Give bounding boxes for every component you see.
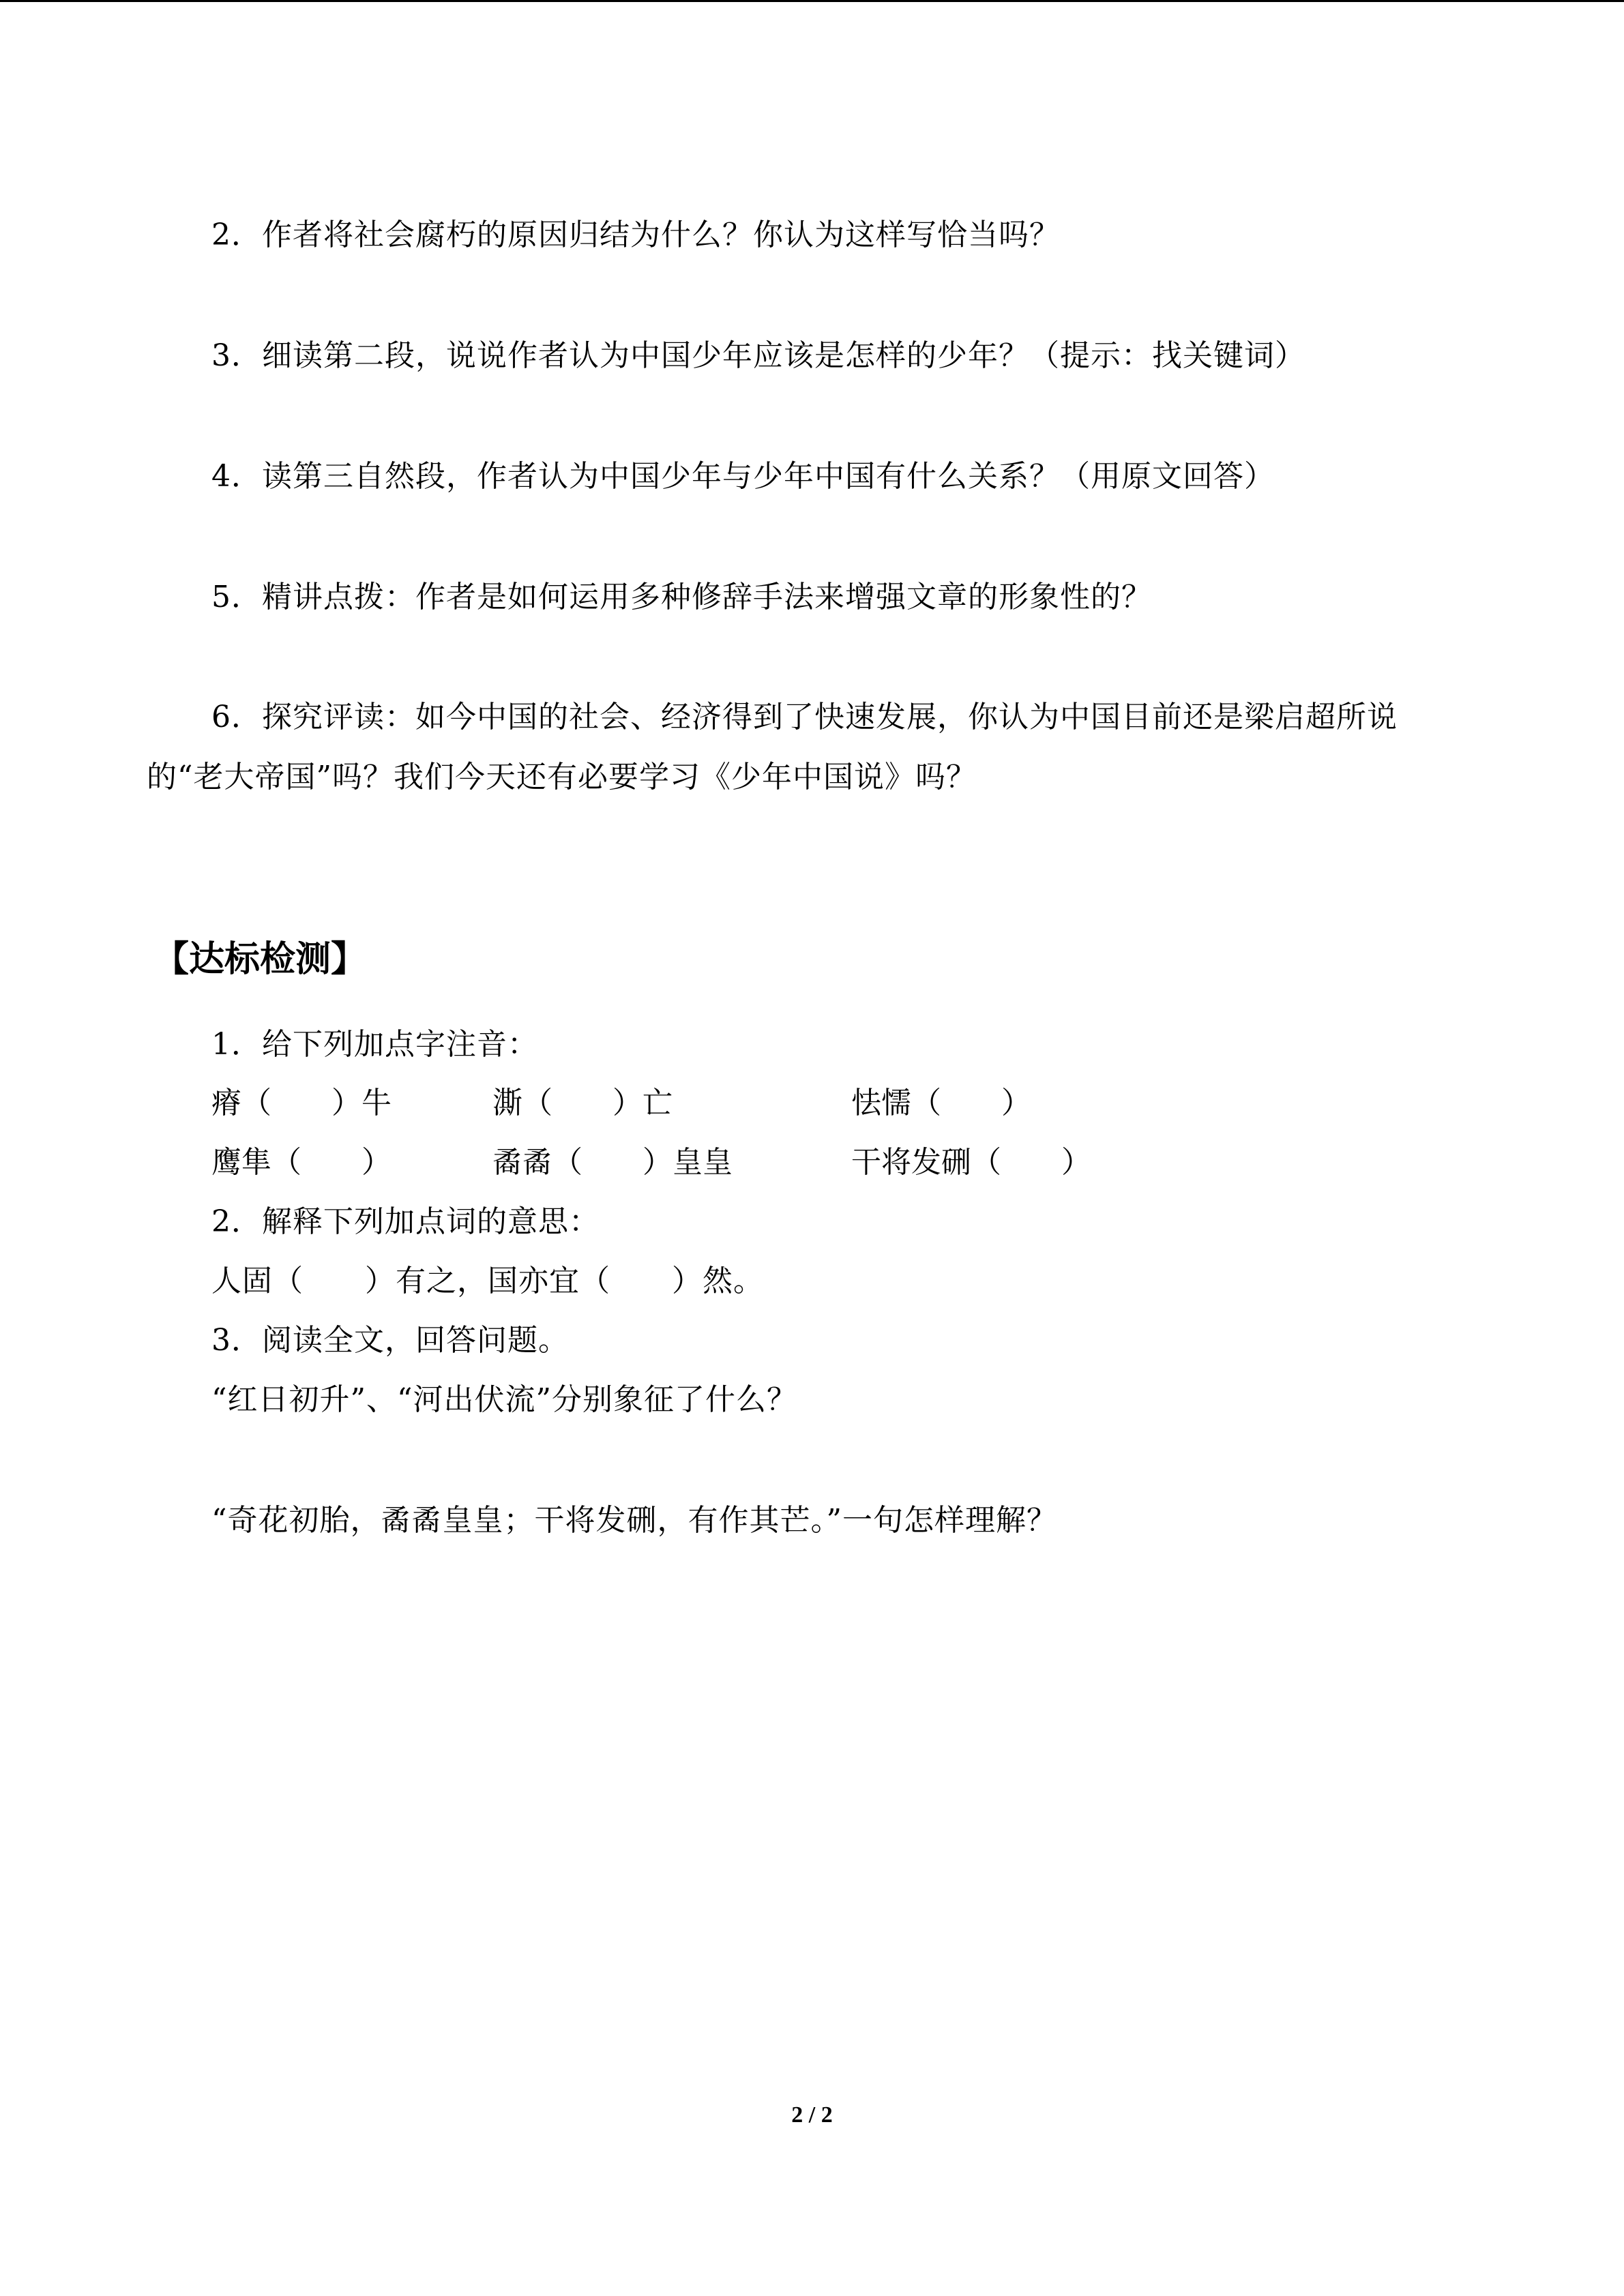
pinyin-cell: 怯懦（ ）	[851, 1086, 1031, 1120]
question-4: 4．读第三自然段，作者认为中国少年与少年中国有什么关系？（用原文回答）	[211, 459, 1275, 494]
pinyin-cell: 澌（ ）亡	[492, 1086, 673, 1120]
section-title: 【达标检测】	[153, 939, 367, 980]
test-item-3-heading: 3．阅读全文，回答问题。	[211, 1323, 569, 1358]
test-item-1-heading: 1．给下列加点字注音：	[211, 1027, 538, 1062]
question-6-line-2: 的“老大帝国”吗？我们今天还有必要学习《少年中国说》吗？	[147, 760, 977, 794]
question-3: 3．细读第二段，说说作者认为中国少年应该是怎样的少年？（提示：找关键词）	[211, 338, 1305, 373]
pinyin-cell: 矞矞（ ）皇皇	[492, 1145, 733, 1180]
test-item-3-question-2: “奇花初胎，矞矞皇皇；干将发硎，有作其芒。”一句怎样理解？	[211, 1503, 1057, 1538]
test-item-3-question-1: “红日初升”、“河出伏流”分别象征了什么？	[211, 1382, 797, 1417]
pinyin-cell: 瘠（ ）牛	[211, 1086, 392, 1120]
page-number: 2 / 2	[791, 2102, 833, 2128]
question-5: 5．精讲点拨：作者是如何运用多种修辞手法来增强文章的形象性的？	[211, 580, 1152, 614]
question-6-line-1: 6．探究评读：如今中国的社会、经济得到了快速发展，你认为中国目前还是梁启超所说	[211, 700, 1398, 734]
test-item-2-heading: 2．解释下列加点词的意思：	[211, 1204, 600, 1239]
question-2: 2．作者将社会腐朽的原因归结为什么？你认为这样写恰当吗？	[211, 218, 1060, 252]
pinyin-cell: 干将发硎（ ）	[851, 1145, 1091, 1180]
test-item-2-text: 人固（ ）有之，国亦宜（ ）然。	[211, 1264, 764, 1298]
pinyin-cell: 鹰隼（ ）	[211, 1145, 392, 1180]
